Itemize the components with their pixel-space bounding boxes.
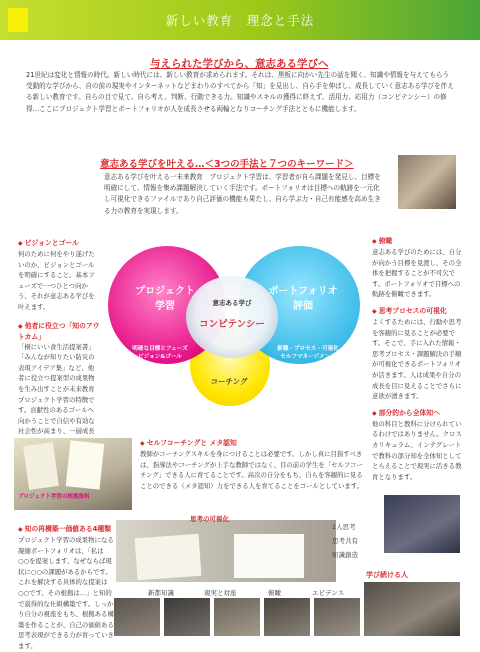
section2-body: 意志ある学びを叶える一未来教育 プロジェクト学習は、学習者が自ら課題を発見し、目標を明確にして、情報を集め課題解決していく手法です。ポートフォリオは目標への軌跡を一元化し可視化できるファイルであり自己評価の機能も果たし、自ら学ぶ力・自己有能感を高め生きる力の教育を実現します。 [104,173,381,215]
row-caption: 現実と対座 [204,589,237,597]
row-photo [114,598,160,636]
reconstruction-section [18,524,114,652]
thinking-photo [116,515,336,582]
thinking-label-solo: 1人思考 [332,523,356,531]
row-photo [164,598,210,636]
sidebar-heading: ◆ 思考プロセスの可視化 [372,306,462,317]
materials-photo [14,438,132,510]
project-sublabel: 明確な目標とフェーズ ビジョン&ゴール [132,346,188,360]
row-caption: エビデンス [312,589,345,597]
coaching-text: 教師がコーチングスキルを身につけることは必要です。しかし真に目指すべきは、指導法やコーチングが上手な教師ではなく、目の前の学生を「セルフコーチング」できる人に育てることです。高次の自分をもち、自らを客観的に見ることのできる（メタ認知）力をできる人を育てることをゴールとしています。 [140,450,364,490]
sidebar-text: 意志ある学びのためには、自分が向かう目標を見渡し、その全体を把握することが不可欠です。ポートフォリオで目標への軌跡を俯瞰できます。 [372,248,462,299]
reconstruction-text: プロジェクト学習の成果物になる凝縮ポートフォリオは、「私は○○を提案します、なぜならば現状に○○の課題があるからです。これを解決する具体的な提案は○○です、その根拠は…」と知的で説得的な仕組構築です。しっかり自分の視座をもち、根拠ある構築を作ることが、自己の価値ある思考表現ができる力が育っていきます。 [18,536,114,650]
sidebar-text: 他の科目と教科に分けられているわけではありません。クロスカリキュラム、インテグレートで教科の部分知を全体知としてとらえることで現実に活きる教育となります。 [372,419,462,481]
coaching-label: コーチング [210,377,248,386]
row-photo [214,598,260,636]
coaching-section [140,438,366,491]
reconstruction-heading: ◆ 知の再構築一価値ある4種類 [18,524,114,535]
thinking-label-share: 思考共有 [332,537,358,545]
sidebar-heading: ◆ 他者に役立つ「知のアウトカム」 [18,321,100,342]
left-sidebar [18,238,100,448]
thinking-caption: 思考の可視化 [190,515,229,523]
row-photo [264,598,310,636]
portfolio-label: ポートフォリオ 評価 [268,286,338,312]
competency-label: コンピテンシー [199,319,265,330]
sidebar-text: 「横にいい食生活提案書」「みんなが知りたい防災の表現アイデア集」など、他者に役立つ提案型の成果物を生み出すことが未来教育プロジェクト学習の特徴です。貢献性のあるゴールへ向かうことで自信や有効な社会性が高まり、一層成長 [18,342,95,436]
row-photo [314,598,360,636]
project-label: プロジェクト 学習 [135,286,195,312]
row-caption: 俯瞰 [268,589,281,597]
venn-diagram [100,236,370,414]
sidebar-text: よくするためには、行動や思考を客観的に見ることが必要です。そこで、手に入れた情報・思考プロセス・課題解決の手順が可視化できるポートフォリオが活きます。人は成果や自分の成長を目に見えることでさらに意欲が湧きます。 [372,317,462,401]
center-top-label: 意志ある学び [212,299,252,307]
sidebar-heading: ◆ ビジョンとゴール [18,238,100,249]
thinking-label-create: 知識創造 [332,551,358,559]
learners-photo [364,582,460,636]
portfolio-sublabel: 新職・プロセス・可視化 セルフマネージメント [277,346,339,360]
classroom-photo [384,495,460,553]
right-sidebar [372,236,462,482]
coaching-heading: ◆ セルフコーチングと メタ認知 [140,438,366,449]
student-photo [398,155,456,209]
page-title: 新しい教育 理念と手法 [165,13,315,28]
continue-caption: 学び続ける人 [366,571,408,579]
sidebar-heading: ◆ 部分的から全体知へ [372,408,462,419]
section1-heading: 与えられた学びから、意志ある学びへ [150,58,329,70]
sidebar-text: 何のために何をやり遂げたいのか、ビジョンとゴールを明確にすること。基本フェーズで一つひとつ向かう、それが意志ある学びを叶えます。 [18,250,95,311]
section1-body: 21世紀は変化と情報の時代。新しい時代には、新しい教育が求められます。それは、黒板に向かい先生の話を聞く、知識や情報を与えてもらう受動的な学びから、自の前の現実やインターネットなどまわりのすべてから「知」を見出し、自ら手を伸ばし、成長していく意志ある学びを伴える新しい教育です。自らの目で見て、自ら考え、判断、行動できる力。知識やスキルの獲得に終えず、活用力、応用力（コンピテンシー）の修得…ここにプロジェクト学習とポートフォリオが人を成長させる両輪となりコーチング手法とともに機能します。 [26,71,454,113]
row-caption: 新都知識 [148,589,174,597]
section2-heading: 意志ある学びを叶える…＜3つの手法と７つのキーワード＞ [100,159,354,170]
materials-caption: プロジェクト学習の根拠資料 [18,494,90,500]
sidebar-heading: ◆ 俯瞰 [372,236,462,247]
